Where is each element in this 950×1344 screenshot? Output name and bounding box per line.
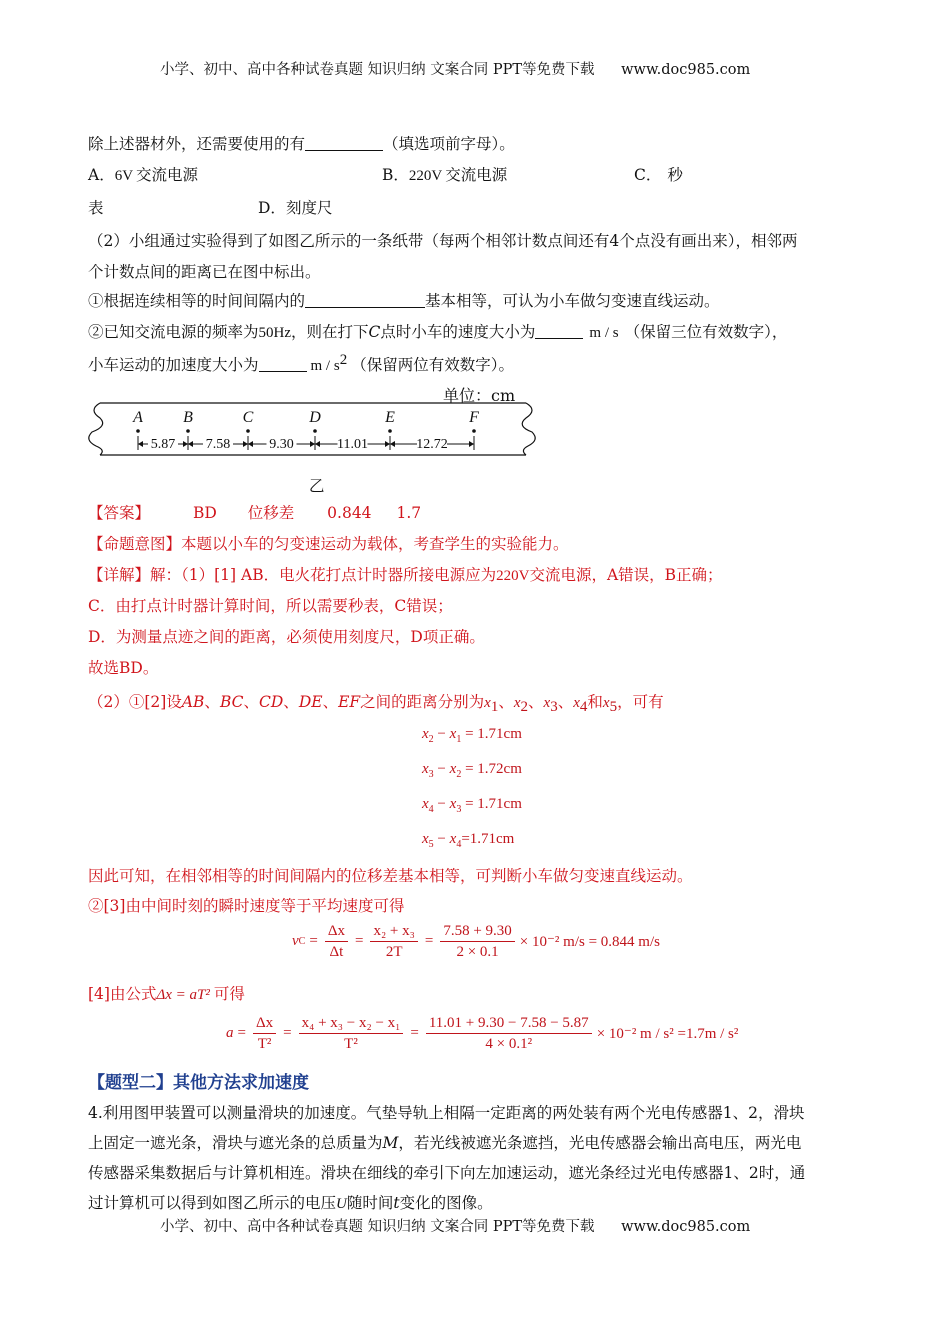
answer-blank-1[interactable]: [305, 150, 383, 151]
tape-dot-a: [136, 429, 140, 433]
option-d: D．刻度尺: [258, 199, 333, 217]
tape-arrow-left-2: [248, 441, 253, 447]
q4-line4: 过计算机可以得到如图乙所示的电压U随时间t变化的图像。: [88, 1194, 493, 1212]
q4-line1: 4.利用图甲装置可以测量滑块的加速度。气垫导轨上相隔一定距离的两处装有两个光电传感器1、2，滑块: [88, 1104, 805, 1122]
answer-value-4: 1.7: [396, 504, 422, 522]
q4-line3: 传感器采集数据后与计算机相连。滑块在细线的牵引下向左加速运动，遮光条经过光电传感器1、2时，通: [88, 1164, 806, 1182]
tape-distance-label: 5.87: [150, 437, 176, 452]
tape-arrow-left-3: [315, 441, 320, 447]
footer-url[interactable]: www.doc985.com: [621, 1219, 751, 1235]
tape-point-label-d: D: [309, 409, 321, 426]
answer-blank-2[interactable]: [305, 307, 425, 308]
tape-torn-left-edge: [89, 403, 103, 455]
q1-line1: 除上述器材外，还需要使用的有 （填选项前字母）。: [88, 135, 515, 153]
diff-equation-2: $x_3 - x_2 = 1.72cm$: [422, 761, 522, 780]
tape-point-label-b: B: [183, 409, 193, 426]
tape-arrow-right-2: [310, 441, 315, 447]
tape-distance-label: 9.30: [269, 437, 294, 452]
option-c-continued: 表: [88, 199, 104, 217]
header-text: 小学、初中、高中各种试卷真题 知识归纳 文案合同 PPT等免费下载: [160, 62, 595, 78]
acceleration-equation: a = $\frac{\Delta x}{\text{T²}}$ = $\frac{\text{x₄ + x₃ − x₂ − x₁}}{\text{T²}}$ = $\frac{11.01 + 9.30 - 7.58 - 5.87}{\text{4 × 0.1²}}$ × 10⁻² m / s² =1.7m / s²: [226, 1015, 739, 1052]
tape-unit-label: 单位：cm: [443, 386, 516, 405]
diff-equation-3: $x_4 - x_3 = 1.71cm$: [422, 796, 522, 815]
tape-point-label-c: C: [242, 409, 254, 426]
q2-sub1: ①根据连续相等的时间间隔内的 基本相等，可认为小车做匀变速直线运动。: [88, 292, 720, 310]
tape-arrow-right-0: [183, 441, 188, 447]
answer-value-2: 位移差: [247, 504, 295, 522]
tape-torn-right-edge: [522, 403, 535, 455]
option-a: A．6V 交流电源: [88, 166, 199, 184]
page-footer: [160, 1215, 750, 1236]
accel-frac-2: $\frac{\text{x₄ + x₃ − x₂ − x₁}}{\text{T²}}$: [299, 1014, 404, 1053]
header-url[interactable]: www.doc985.com: [621, 62, 751, 78]
diff-equation-4: $x_5 - x_4=1.71cm$: [422, 831, 515, 850]
q2-line2: 个计数点间的距离已在图中标出。: [88, 263, 321, 281]
answer-value-1: BD: [192, 504, 217, 522]
accel-frac-1: $\frac{\Delta x}{\text{T²}}$: [253, 1014, 276, 1053]
detail-line2: C．由打点计时器计算时间，所以需要秒表，C错误；: [88, 597, 453, 615]
intent-line: 【命题意图】本题以小车的匀变速运动为载体，考查学生的实验能力。: [88, 535, 569, 553]
tape-arrow-right-4: [469, 441, 474, 447]
option-b: B．220V 交流电源: [382, 166, 508, 184]
tape-arrow-left-4: [390, 441, 395, 447]
q2-line1: （2）小组通过实验得到了如图乙所示的一条纸带（每两个相邻计数点间还有4个点没有画出来），相邻两: [88, 232, 798, 250]
velocity-equation: v C = $\frac{\Delta x}{\Delta t}$ = $\frac{\text{x₂ + x₃}}{2T}$ = $\frac{7.58 + 9.30}{2 \times 0.1}$ × 10⁻² m/s = 0.844 m/s: [292, 923, 660, 960]
tape-distance-label: 12.72: [416, 437, 448, 452]
page-header: [160, 58, 750, 79]
answer-line: [88, 501, 421, 523]
tape-dot-f: [472, 429, 476, 433]
tape-arrow-right-1: [243, 441, 248, 447]
tape-point-label-a: A: [133, 409, 143, 426]
paper-tape-figure: [86, 398, 546, 468]
option-c: C． 秒: [634, 166, 683, 184]
tape-dot-b: [186, 429, 190, 433]
tape-point-label-f: F: [469, 409, 479, 426]
detail-line1: 【详解】解：（1）[1] AB．电火花打点计时器所接电源应为220V交流电源，A错误，B正确；: [88, 566, 723, 584]
tape-arrow-left-0: [138, 441, 143, 447]
tape-caption: 乙: [309, 477, 325, 495]
tape-dot-d: [313, 429, 317, 433]
velocity-frac-1: $\frac{\Delta x}{\Delta t}$: [325, 922, 348, 961]
diff-equation-1: $x_2 - x_1 = 1.71cm$: [422, 726, 522, 745]
detail-line8: [4]由公式Δx = aT² 可得: [88, 985, 245, 1003]
detail-line5: （2）①[2]设AB、BC、CD、DE、EF之间的距离分别为$x_1$、$x_2$、$x_3$、$x_4$和$x_5$，可有: [88, 693, 664, 716]
tape-arrow-left-1: [188, 441, 193, 447]
answer-blank-4[interactable]: [259, 371, 307, 372]
answer-value-3: 0.844: [327, 504, 372, 522]
q2-sub2: ②已知交流电源的频率为50Hz，则在打下C点时小车的速度大小为 m / s （保留三位有效数字），: [88, 323, 788, 341]
detail-line6: 因此可知，在相邻相等的时间间隔内的位移差基本相等，可判断小车做匀变速直线运动。: [88, 867, 693, 885]
q4-line2: 上固定一遮光条，滑块与遮光条的总质量为M，若光线被遮光条遮挡，光电传感器会输出高电压，两光电: [88, 1134, 802, 1152]
tape-distance-label: 11.01: [337, 437, 368, 452]
section-title: 【题型二】其他方法求加速度: [88, 1073, 309, 1093]
detail-line3: D．为测量点迹之间的距离，必须使用刻度尺，D项正确。: [88, 628, 485, 646]
tape-dot-e: [388, 429, 392, 433]
tape-arrow-right-3: [385, 441, 390, 447]
tape-distance-label: 7.58: [205, 437, 231, 452]
velocity-frac-2: $\frac{\text{x₂ + x₃}}{2T}$: [370, 922, 417, 961]
tape-point-label-e: E: [385, 409, 395, 426]
footer-text: 小学、初中、高中各种试卷真题 知识归纳 文案合同 PPT等免费下载: [160, 1219, 595, 1235]
velocity-frac-3: $\frac{7.58 + 9.30}{2 \times 0.1}$: [440, 922, 514, 961]
tape-dot-c: [246, 429, 250, 433]
detail-line7: ②[3]由中间时刻的瞬时速度等于平均速度可得: [88, 897, 405, 915]
q2-sub3: 小车运动的加速度大小为 m / $s^2$ （保留两位有效数字）。: [88, 352, 514, 375]
answer-blank-3[interactable]: [535, 338, 583, 339]
answer-label: 【答案】: [88, 504, 151, 522]
accel-frac-3: $\frac{11.01 + 9.30 - 7.58 - 5.87}{\text{4 × 0.1²}}$: [426, 1014, 592, 1053]
detail-line4: 故选BD。: [88, 659, 159, 677]
